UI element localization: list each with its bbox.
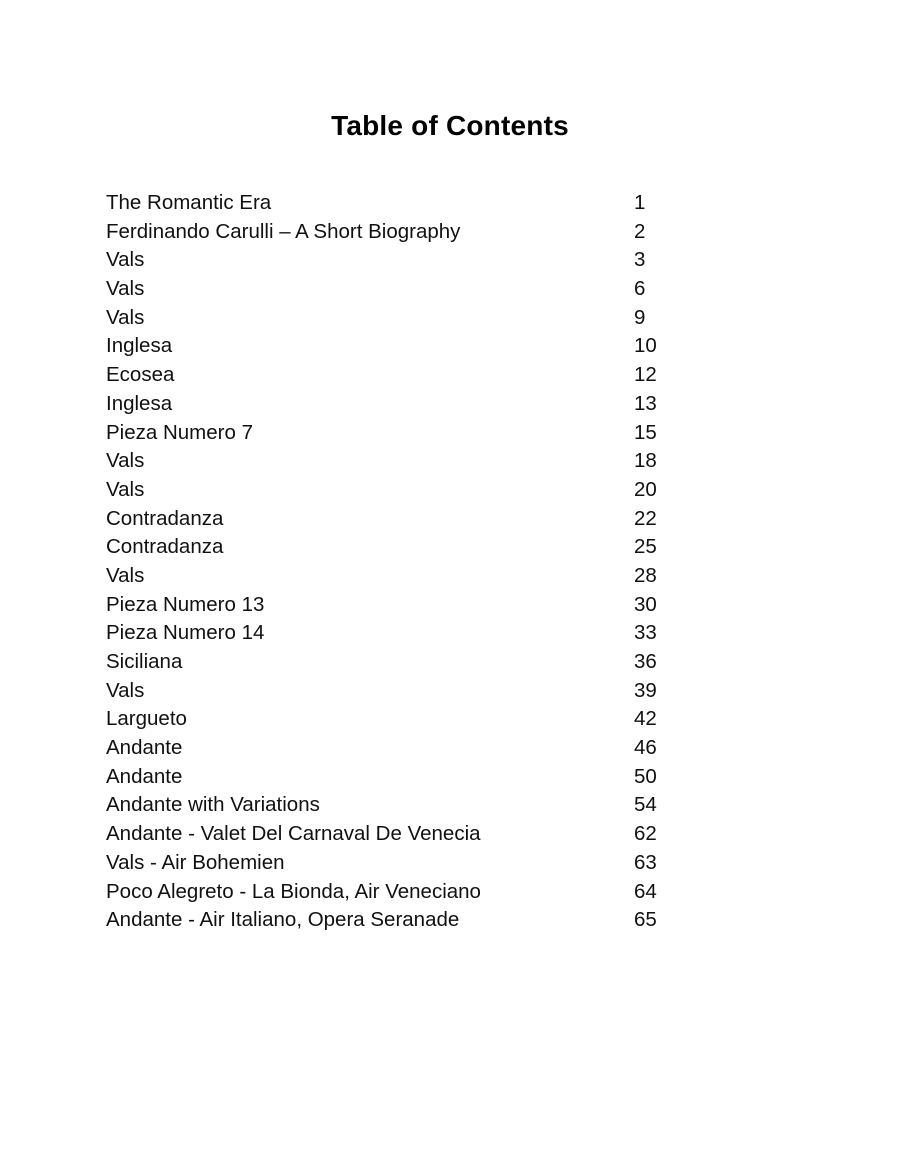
toc-entry-title: Vals - Air Bohemien [106,850,285,874]
toc-entry [106,878,706,907]
toc-entry-page-number: 6 [634,277,646,301]
toc-entry-title: Ecosea [106,363,175,387]
toc-entry [106,906,706,935]
toc-entry-page-number: 54 [634,793,657,817]
toc-entry [106,849,706,878]
toc-entry [106,218,706,247]
toc-entry-title: Andante - Air Italiano, Opera Seranade [106,908,460,932]
toc-entry-title: Poco Alegreto - La Bionda, Air Veneciano [106,879,481,903]
toc-entry [106,447,706,476]
toc-entry-page-number: 10 [634,334,657,358]
toc-entry-title: Largueto [106,707,187,731]
toc-entry-title: Andante - Valet Del Carnaval De Venecia [106,822,481,846]
toc-entry-title: Ferdinando Carulli – A Short Biography [106,219,461,243]
toc-entry-title: Vals [106,477,145,501]
toc-entry [106,763,706,792]
toc-entry-page-number: 46 [634,736,657,760]
toc-entry [106,505,706,534]
toc-entry-page-number: 65 [634,908,657,932]
toc-entry-page-number: 42 [634,707,657,731]
toc-entry-page-number: 33 [634,621,657,645]
toc-entry-title: Pieza Numero 7 [106,420,253,444]
toc-entry [106,562,706,591]
toc-entry-title: The Romantic Era [106,191,272,214]
toc-entry [106,419,706,448]
toc-entry-title: Pieza Numero 14 [106,621,265,645]
toc-entry [106,591,706,620]
toc-entry-page-number: 64 [634,879,657,903]
toc-entry-title: Vals [106,277,145,301]
toc-entry-page-number: 20 [634,477,657,501]
toc-entry-title: Pieza Numero 13 [106,592,265,616]
toc-entry [106,332,706,361]
toc-entry-page-number: 1 [634,191,646,214]
toc-entry [106,390,706,419]
toc-entry-page-number: 36 [634,650,657,673]
toc-entry-page-number: 62 [634,822,657,846]
toc-entry [106,275,706,304]
toc-entry [106,705,706,734]
toc-entry-title: Vals [106,248,145,272]
toc-list [106,189,706,935]
toc-entry [106,189,706,218]
toc-entry-page-number: 28 [634,563,657,587]
toc-entry [106,791,706,820]
toc-entry-title: Siciliana [106,650,183,673]
toc-entry [106,476,706,505]
toc-entry-page-number: 18 [634,449,657,473]
toc-entry-title: Inglesa [106,334,173,358]
toc-entry [106,734,706,763]
toc-entry-title: Andante with Variations [106,793,320,817]
toc-entry-title: Vals [106,449,145,473]
toc-entry-title: Andante [106,736,183,760]
toc-entry-title: Contradanza [106,535,224,559]
toc-entry-page-number: 63 [634,850,657,874]
toc-entry [106,677,706,706]
toc-entry-title: Inglesa [106,391,173,415]
toc-entry-page-number: 50 [634,764,657,788]
toc-entry-page-number: 3 [634,248,646,272]
toc-entry-title: Vals [106,678,145,702]
toc-entry-page-number: 39 [634,678,657,702]
toc-entry [106,304,706,333]
toc-entry [106,619,706,648]
toc-entry-page-number: 22 [634,506,657,530]
toc-entry [106,820,706,849]
toc-entry [106,246,706,275]
toc-entry-page-number: 15 [634,420,657,444]
toc-entry-title: Vals [106,305,145,329]
toc-entry-page-number: 2 [634,219,646,243]
toc-entry-page-number: 30 [634,592,657,616]
toc-entry [106,648,706,677]
toc-entry [106,361,706,390]
toc-entry-page-number: 12 [634,363,657,387]
toc-entry-page-number: 13 [634,391,657,415]
toc-entry [106,533,706,562]
toc-entry-title: Contradanza [106,506,224,530]
toc-entry-title: Vals [106,563,145,587]
toc-entry-title: Andante [106,764,183,788]
toc-entry-page-number: 9 [634,305,646,329]
toc-entry-page-number: 25 [634,535,657,559]
page-title: Table of Contents [331,110,569,141]
